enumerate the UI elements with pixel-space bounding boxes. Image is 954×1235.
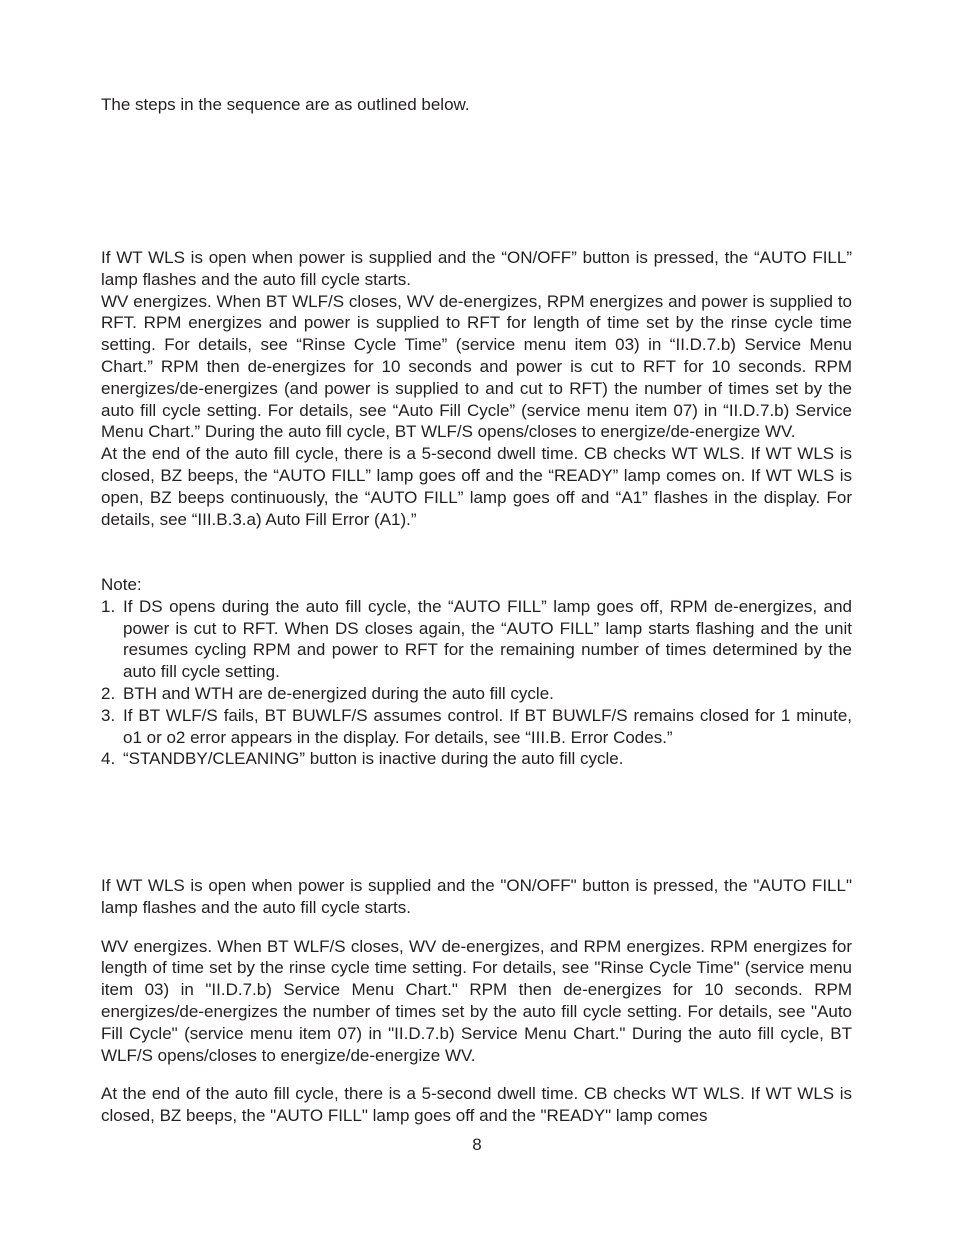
page-number: 8 bbox=[472, 1135, 482, 1154]
intro-text: The steps in the sequence are as outlined below. bbox=[101, 95, 470, 114]
note-item-text: If BT WLF/S fails, BT BUWLF/S assumes control. If BT BUWLF/S remains closed for 1 minute, o1 or o2 error appears in the display. For details, see “III.B. Error Codes.” bbox=[123, 705, 852, 747]
note-item-text: If DS opens during the auto fill cycle, the “AUTO FILL” lamp goes off, RPM de-energizes, and power is cut to RFT. When DS closes again, the “AUTO FILL” lamp starts flashing and the unit resumes cycling RPM and power to RFT for the remaining number of times determined by the auto fill cycle setting. bbox=[123, 596, 852, 682]
section-1-paragraph: At the end of the auto fill cycle, there is a 5-second dwell time. CB checks WT WLS. If WT WLS is closed, BZ beeps, the “AUTO FILL” lamp goes off and the “READY” lamp comes on. If WT WLS is open, BZ beeps continuously, the “AUTO FILL” lamp goes off and “A1” flashes in the display. For details, see “III.B.3.a) Auto Fill Error (A1).” bbox=[101, 444, 852, 529]
note-block bbox=[101, 574, 852, 770]
section-1 bbox=[101, 247, 852, 530]
section-2-paragraph: WV energizes. When BT WLF/S closes, WV de-energizes, and RPM energizes. RPM energizes for length of time set by the rinse cycle time setting. For details, see "Rinse Cycle Time" (service menu item 03) in "II.D.7.b) Service Menu Chart." RPM then de-energizes for 10 seconds. RPM energizes/de-energizes the number of times set by the auto fill cycle setting. For details, see "Auto Fill Cycle" (service menu item 07) in "II.D.7.b) Service Menu Chart." During the auto fill cycle, BT WLF/S opens/closes to energize/de-energize WV. bbox=[101, 936, 852, 1065]
note-item-number: 1. bbox=[101, 596, 116, 616]
section-2 bbox=[101, 858, 852, 1144]
note-item-number: 3. bbox=[101, 705, 116, 725]
note-item bbox=[101, 705, 852, 749]
note-title: Note: bbox=[101, 575, 142, 594]
note-item-number: 2. bbox=[101, 683, 116, 703]
note-list bbox=[101, 596, 852, 770]
section-2-paragraph: If WT WLS is open when power is supplied and the "ON/OFF" button is pressed, the "AUTO FILL" lamp flashes and the auto fill cycle starts. bbox=[101, 876, 852, 917]
section-1-paragraph: WV energizes. When BT WLF/S closes, WV de-energizes, RPM energizes and power is supplied to RFT. RPM energizes and power is supplied to RFT for length of time set by the rinse cycle time setting. For details, see “Rinse Cycle Time” (service menu item 03) in “II.D.7.b) Service Menu Chart.” RPM then de-energizes for 10 seconds and power is cut to RFT for 10 seconds. RPM energizes/de-energizes (and power is supplied to and cut to RFT) the number of times set by the auto fill cycle setting. For details, see “Auto Fill Cycle” (service menu item 07) in “II.D.7.b) Service Menu Chart.” During the auto fill cycle, BT WLF/S opens/closes to energize/de-energize WV. bbox=[101, 291, 852, 442]
note-item-number: 4. bbox=[101, 749, 116, 769]
note-item bbox=[101, 683, 852, 705]
note-item bbox=[101, 748, 852, 770]
section-2-paragraph: At the end of the auto fill cycle, there is a 5-second dwell time. CB checks WT WLS. If WT WLS is closed, BZ beeps, the "AUTO FILL" lamp goes off and the "READY" lamp comes bbox=[101, 1084, 852, 1126]
note-item-text: “STANDBY/CLEANING” button is inactive during the auto fill cycle. bbox=[123, 749, 624, 769]
note-item bbox=[101, 596, 852, 683]
note-item-text: BTH and WTH are de-energized during the auto fill cycle. bbox=[123, 683, 554, 703]
section-1-paragraph: If WT WLS is open when power is supplied and the “ON/OFF” button is pressed, the “AUTO FILL” lamp flashes and the auto fill cycle starts. bbox=[101, 248, 852, 289]
